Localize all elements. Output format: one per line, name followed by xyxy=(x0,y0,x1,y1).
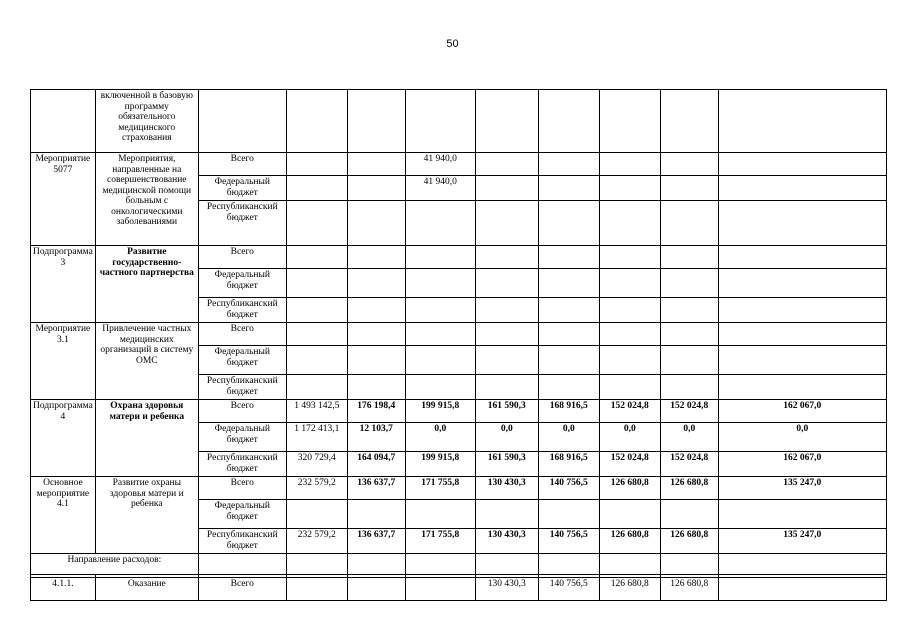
value-cell xyxy=(475,90,538,153)
value-cell xyxy=(475,201,538,246)
value-cell: 199 915,8 xyxy=(405,400,475,423)
value-cell: 12 103,7 xyxy=(347,423,405,452)
value-cell xyxy=(538,269,599,298)
value-cell xyxy=(538,554,599,575)
value-cell xyxy=(286,90,347,153)
code-cell: Подпрограмма 4 xyxy=(31,400,96,477)
value-cell: 140 756,5 xyxy=(538,578,599,601)
code-cell: Подпрограмма 3 xyxy=(31,246,96,323)
value-cell: 135 247,0 xyxy=(718,477,886,500)
value-cell xyxy=(660,298,718,323)
source-cell: Федеральный бюджет xyxy=(198,346,286,375)
source-cell: Республиканский бюджет xyxy=(198,452,286,477)
value-cell xyxy=(599,201,660,246)
value-cell: 1 493 142,5 xyxy=(286,400,347,423)
table-row xyxy=(31,90,887,153)
value-cell: 171 755,8 xyxy=(405,529,475,554)
value-cell: 171 755,8 xyxy=(405,477,475,500)
value-cell: 0,0 xyxy=(405,423,475,452)
source-cell: Всего xyxy=(198,153,286,176)
value-cell: 136 637,7 xyxy=(347,477,405,500)
value-cell xyxy=(718,375,886,400)
code-cell: 4.1.1. xyxy=(31,578,96,601)
value-cell xyxy=(599,346,660,375)
table-row xyxy=(31,554,887,575)
value-cell: 126 680,8 xyxy=(599,477,660,500)
value-cell xyxy=(347,90,405,153)
value-cell xyxy=(405,346,475,375)
source-cell: Федеральный бюджет xyxy=(198,176,286,201)
value-cell xyxy=(198,90,286,153)
value-cell xyxy=(347,153,405,176)
table-row xyxy=(31,400,887,423)
value-cell: 126 680,8 xyxy=(599,529,660,554)
value-cell: 176 198,4 xyxy=(347,400,405,423)
table-row xyxy=(31,477,887,500)
value-cell xyxy=(718,554,886,575)
value-cell: 0,0 xyxy=(475,423,538,452)
source-cell: Республиканский бюджет xyxy=(198,375,286,400)
value-cell xyxy=(660,554,718,575)
value-cell xyxy=(347,201,405,246)
value-cell xyxy=(475,176,538,201)
value-cell xyxy=(660,90,718,153)
value-cell: 232 579,2 xyxy=(286,477,347,500)
value-cell: 126 680,8 xyxy=(660,529,718,554)
value-cell xyxy=(286,176,347,201)
value-cell xyxy=(347,578,405,601)
value-cell xyxy=(475,554,538,575)
value-cell: 168 916,5 xyxy=(538,400,599,423)
name-cell: Охрана здоровья матери и ребенка xyxy=(95,400,198,477)
value-cell xyxy=(405,500,475,529)
value-cell xyxy=(405,375,475,400)
value-cell xyxy=(286,500,347,529)
value-cell xyxy=(718,90,886,153)
value-cell: 162 067,0 xyxy=(718,452,886,477)
value-cell xyxy=(718,500,886,529)
value-cell xyxy=(599,554,660,575)
value-cell: 152 024,8 xyxy=(599,452,660,477)
value-cell: 130 430,3 xyxy=(475,529,538,554)
source-cell: Федеральный бюджет xyxy=(198,269,286,298)
value-cell xyxy=(347,375,405,400)
value-cell: 130 430,3 xyxy=(475,477,538,500)
value-cell xyxy=(405,201,475,246)
value-cell xyxy=(660,246,718,269)
source-cell: Всего xyxy=(198,477,286,500)
name-cell: Развитие государственно-частного партнерства xyxy=(95,246,198,323)
value-cell xyxy=(286,201,347,246)
value-cell: 199 915,8 xyxy=(405,452,475,477)
value-cell: 161 590,3 xyxy=(475,452,538,477)
value-cell xyxy=(286,269,347,298)
code-cell: Основное мероприятие 4.1 xyxy=(31,477,96,554)
value-cell: 41 940,0 xyxy=(405,176,475,201)
value-cell xyxy=(599,500,660,529)
value-cell xyxy=(286,246,347,269)
value-cell xyxy=(599,246,660,269)
value-cell xyxy=(347,500,405,529)
table-row xyxy=(31,578,887,601)
value-cell xyxy=(538,500,599,529)
budget-table xyxy=(30,89,887,601)
value-cell: 126 680,8 xyxy=(660,477,718,500)
value-cell xyxy=(286,153,347,176)
value-cell xyxy=(475,269,538,298)
value-cell xyxy=(599,323,660,346)
value-cell: 0,0 xyxy=(660,423,718,452)
value-cell xyxy=(538,323,599,346)
code-cell xyxy=(31,90,96,153)
value-cell xyxy=(475,298,538,323)
value-cell: 41 940,0 xyxy=(405,153,475,176)
value-cell: 162 067,0 xyxy=(718,400,886,423)
value-cell: 1 172 413,1 xyxy=(286,423,347,452)
section-label: Направление расходов: xyxy=(31,554,199,575)
name-cell: Мероприятия, направленные на совершенствование медицинской помощи больным с онкологическими заболеваниями xyxy=(95,153,198,246)
value-cell: 152 024,8 xyxy=(599,400,660,423)
value-cell xyxy=(660,269,718,298)
source-cell: Всего xyxy=(198,323,286,346)
value-cell xyxy=(538,375,599,400)
value-cell xyxy=(347,323,405,346)
value-cell xyxy=(405,246,475,269)
table-row xyxy=(31,153,887,176)
value-cell: 152 024,8 xyxy=(660,452,718,477)
value-cell: 130 430,3 xyxy=(475,578,538,601)
value-cell xyxy=(660,153,718,176)
value-cell xyxy=(405,90,475,153)
value-cell xyxy=(286,323,347,346)
value-cell xyxy=(538,176,599,201)
value-cell xyxy=(660,323,718,346)
value-cell xyxy=(538,90,599,153)
value-cell xyxy=(475,500,538,529)
value-cell: 164 094,7 xyxy=(347,452,405,477)
name-cell: Развитие охраны здоровья матери и ребенка xyxy=(95,477,198,554)
value-cell: 0,0 xyxy=(599,423,660,452)
source-cell: Федеральный бюджет xyxy=(198,500,286,529)
source-cell: Республиканский бюджет xyxy=(198,298,286,323)
value-cell: 140 756,5 xyxy=(538,529,599,554)
value-cell xyxy=(718,323,886,346)
value-cell xyxy=(660,176,718,201)
value-cell xyxy=(599,176,660,201)
page-number: 50 xyxy=(446,38,459,50)
value-cell xyxy=(347,554,405,575)
value-cell xyxy=(718,346,886,375)
table-row xyxy=(31,246,887,269)
value-cell xyxy=(286,554,347,575)
value-cell xyxy=(286,578,347,601)
value-cell: 232 579,2 xyxy=(286,529,347,554)
value-cell xyxy=(660,375,718,400)
source-cell: Федеральный бюджет xyxy=(198,423,286,452)
value-cell xyxy=(599,298,660,323)
value-cell xyxy=(538,346,599,375)
value-cell: 161 590,3 xyxy=(475,400,538,423)
code-cell: Мероприятие 3.1 xyxy=(31,323,96,400)
value-cell xyxy=(538,201,599,246)
value-cell xyxy=(286,298,347,323)
value-cell xyxy=(347,269,405,298)
value-cell xyxy=(718,298,886,323)
value-cell xyxy=(660,201,718,246)
source-cell: Всего xyxy=(198,246,286,269)
source-cell: Республиканский бюджет xyxy=(198,529,286,554)
code-cell: Мероприятие 5077 xyxy=(31,153,96,246)
value-cell xyxy=(347,176,405,201)
value-cell: 126 680,8 xyxy=(599,578,660,601)
value-cell xyxy=(347,298,405,323)
value-cell xyxy=(718,153,886,176)
name-cell: Привлечение частных медицинских организаций в систему ОМС xyxy=(95,323,198,400)
value-cell: 168 916,5 xyxy=(538,452,599,477)
value-cell xyxy=(347,346,405,375)
value-cell: 320 729,4 xyxy=(286,452,347,477)
value-cell xyxy=(405,578,475,601)
value-cell xyxy=(660,500,718,529)
value-cell xyxy=(718,246,886,269)
value-cell xyxy=(538,298,599,323)
value-cell xyxy=(475,323,538,346)
value-cell xyxy=(475,153,538,176)
table-row xyxy=(31,323,887,346)
value-cell xyxy=(538,153,599,176)
value-cell xyxy=(475,246,538,269)
value-cell: 126 680,8 xyxy=(660,578,718,601)
value-cell xyxy=(718,578,886,601)
value-cell xyxy=(347,246,405,269)
value-cell xyxy=(718,176,886,201)
name-cell: Оказание xyxy=(95,578,198,601)
source-cell: Всего xyxy=(198,578,286,601)
value-cell: 140 756,5 xyxy=(538,477,599,500)
value-cell xyxy=(599,90,660,153)
value-cell xyxy=(718,269,886,298)
value-cell xyxy=(599,269,660,298)
source-cell: Всего xyxy=(198,400,286,423)
value-cell xyxy=(475,375,538,400)
value-cell xyxy=(475,346,538,375)
value-cell: 0,0 xyxy=(718,423,886,452)
value-cell xyxy=(286,346,347,375)
value-cell xyxy=(660,346,718,375)
value-cell: 135 247,0 xyxy=(718,529,886,554)
value-cell xyxy=(405,554,475,575)
value-cell: 136 637,7 xyxy=(347,529,405,554)
value-cell xyxy=(538,246,599,269)
value-cell xyxy=(405,298,475,323)
source-cell: Республиканский бюджет xyxy=(198,201,286,246)
value-cell xyxy=(599,153,660,176)
value-cell: 0,0 xyxy=(538,423,599,452)
value-cell xyxy=(718,201,886,246)
value-cell: 152 024,8 xyxy=(660,400,718,423)
value-cell xyxy=(405,323,475,346)
value-cell xyxy=(405,269,475,298)
value-cell xyxy=(198,554,286,575)
name-cell: включенной в базовую программу обязательного медицинского страхования xyxy=(95,90,198,153)
value-cell xyxy=(286,375,347,400)
value-cell xyxy=(599,375,660,400)
